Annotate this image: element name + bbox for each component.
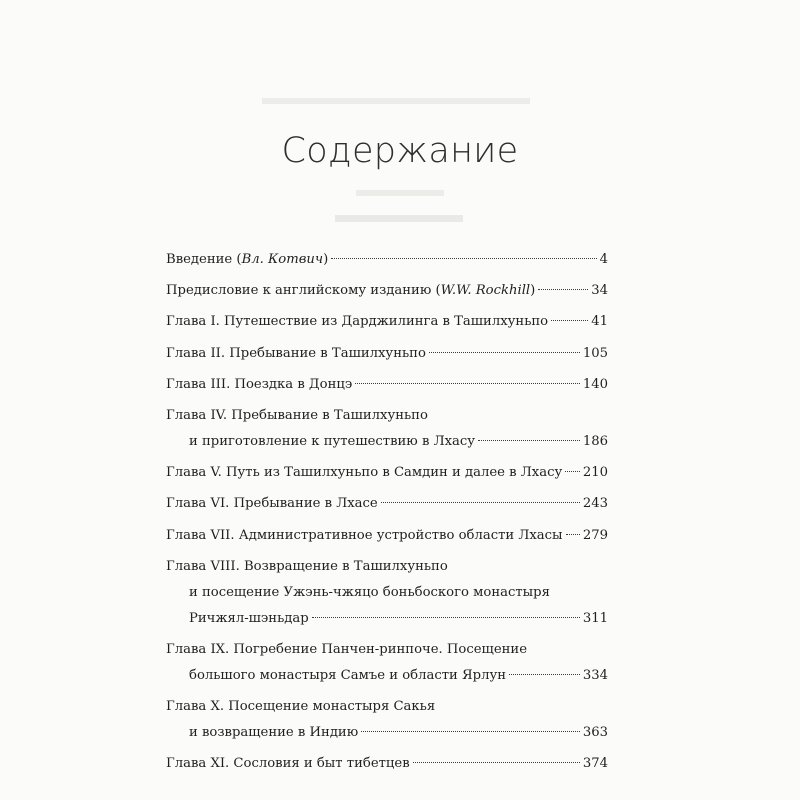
toc-entry-title-line [166, 694, 608, 720]
page-title: Содержание [281, 131, 519, 172]
page-number: 4 [599, 252, 608, 267]
toc-entry [166, 309, 608, 335]
toc-entry [166, 403, 608, 455]
page-number: 140 [582, 376, 608, 392]
toc-entry-title-line [166, 372, 608, 398]
toc-entry-text: Глава VII. Административное устройство области Лхасы [166, 527, 563, 543]
dot-leader [429, 352, 580, 353]
toc-entry-text: Глава V. Путь из Ташилхуньпо в Самдин и далее в Лхасу [166, 465, 563, 481]
toc-entry [166, 694, 608, 746]
toc-entry-continuation-line [166, 429, 608, 455]
toc-entry [166, 278, 608, 304]
dot-leader [355, 383, 580, 384]
toc-entry-author: W.W. Rockhill [440, 283, 531, 299]
page-number: 105 [582, 345, 608, 361]
toc-entry-title-line [166, 637, 608, 663]
dot-leader [538, 289, 588, 290]
page-number: 334 [582, 667, 608, 683]
toc-entry-text: и посещение Ужэнь-чжяцо боньбоского монастыря [189, 584, 550, 600]
toc-entry-continuation-line [166, 606, 608, 632]
page-number: 186 [582, 433, 608, 449]
toc-entry-text: Глава IX. Погребение Панчен-ринпоче. Посещение [166, 641, 528, 657]
toc-entry-title-line [166, 309, 608, 335]
toc-entry-text: Ричжял-шэньдар [189, 610, 309, 626]
toc-entry [166, 341, 608, 367]
toc-entry [166, 247, 608, 273]
dot-leader [331, 258, 596, 259]
toc-entry [166, 554, 608, 632]
bleed-through-shadow [335, 215, 463, 222]
toc-entry-title-line [166, 247, 608, 273]
toc-entry-text: Глава X. Посещение монастыря Сакья [166, 699, 436, 715]
toc-entry-text: и возвращение в Индию [189, 725, 359, 741]
toc-entry-title-line [166, 341, 608, 367]
toc-entry-title-line [166, 751, 608, 777]
page-number: 279 [582, 527, 608, 543]
dot-leader [566, 534, 580, 535]
toc-entry-text: Предисловие к английскому изданию (W.W. Rockhill) [166, 283, 536, 299]
toc-entry-title-line [166, 460, 608, 486]
toc-entry-text: Глава I. Путешествие из Дарджилинга в Ташилхуньпо [166, 314, 549, 330]
bleed-through-shadow [262, 98, 530, 104]
toc-entry-title-line [166, 523, 608, 549]
toc-entry-text: Введение (Вл. Котвич) [166, 252, 329, 267]
dot-leader [509, 674, 580, 675]
toc-entry-continuation-line [166, 580, 608, 606]
toc-entry-continuation-line [166, 720, 608, 746]
toc-entry-author: Вл. Котвич [241, 252, 324, 267]
toc-entry-text: Глава VI. Пребывание в Лхасе [166, 496, 378, 512]
toc-entry-text: Глава II. Пребывание в Ташилхуньпо [166, 345, 426, 361]
page-number: 41 [591, 314, 608, 330]
toc-entry [166, 751, 608, 777]
table-of-contents [166, 247, 608, 782]
toc-entry-continuation-line [166, 663, 608, 689]
toc-entry-text: Глава XI. Сословия и быт тибетцев [166, 756, 410, 772]
toc-entry-title-line [166, 403, 608, 429]
toc-entry-text: и приготовление к путешествию в Лхасу [189, 433, 476, 449]
toc-entry-title-line [166, 491, 608, 517]
page-number: 243 [582, 496, 608, 512]
dot-leader [361, 731, 580, 732]
toc-entry [166, 372, 608, 398]
dot-leader [478, 440, 580, 441]
dot-leader [565, 471, 580, 472]
toc-entry-text: Глава VIII. Возвращение в Ташилхуньпо [166, 558, 448, 574]
toc-entry [166, 460, 608, 486]
dot-leader [413, 762, 580, 763]
toc-entry-text: Глава III. Поездка в Донцэ [166, 376, 353, 392]
toc-entry-title-line [166, 278, 608, 304]
dot-leader [551, 320, 588, 321]
toc-entry-title-line [166, 554, 608, 580]
bleed-through-shadow [356, 190, 444, 196]
page-number: 210 [582, 465, 608, 481]
toc-entry-text: большого монастыря Самъе и области Ярлун [189, 667, 507, 683]
dot-leader [312, 617, 580, 618]
page-number: 311 [582, 610, 608, 626]
page-number: 34 [591, 283, 608, 299]
page-number: 363 [582, 725, 608, 741]
toc-entry [166, 523, 608, 549]
toc-entry-text: Глава IV. Пребывание в Ташилхуньпо [166, 407, 428, 423]
toc-entry [166, 491, 608, 517]
page-number: 374 [582, 756, 608, 772]
dot-leader [381, 502, 580, 503]
toc-entry [166, 637, 608, 689]
